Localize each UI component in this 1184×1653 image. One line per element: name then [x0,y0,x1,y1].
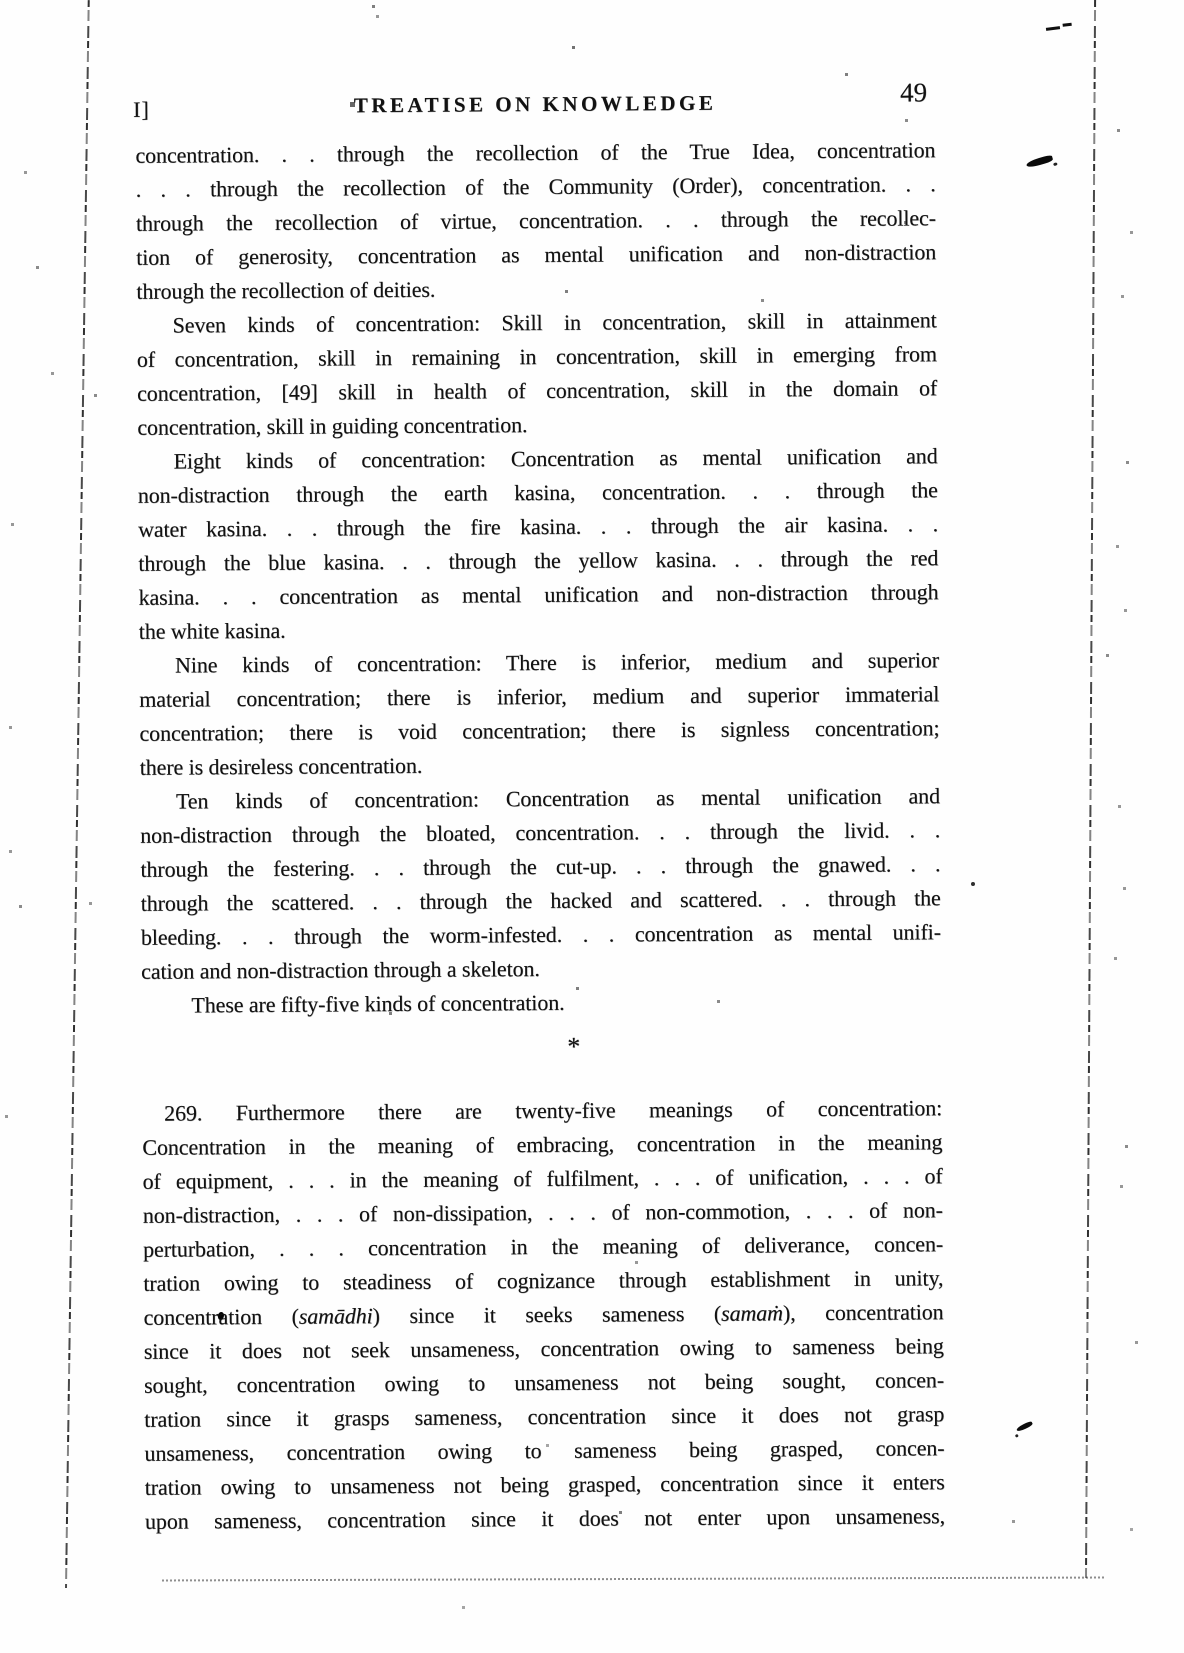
body-line: . . . through the recollection of the Community (Order), concentration. . . [135,171,936,202]
body-line: kasina. . . concentration as mental unification and non-distraction through [138,579,939,610]
page-number: 49 [899,77,928,108]
scan-edge-line-right [1085,0,1096,1578]
body-line: of equipment, . . . in the meaning of fulfilment, . . . of unification, . . . of [142,1163,943,1194]
scan-noise-specks [0,0,1,1]
paragraph [137,303,938,445]
body-line: Seven kinds of concentration: Skill in concentration, skill in attainment [172,307,937,338]
body-line: there is desireless concentration. [139,752,423,780]
body-line: Eight kinds of concentration: Concentration as mental unification and [173,443,938,474]
body-line: cation and non-distraction through a skeleton. [141,956,540,984]
body-line: since it does not seek unsameness, concentration owing to sameness being [143,1333,944,1364]
margin-pen-mark-top [1026,154,1054,168]
body-line: the white kasina. [138,617,286,644]
body-line: tration since it grasps sameness, concentration since it does not grasp [144,1401,945,1432]
body-line: unsameness, concentration owing to sameness being grasped, concen- [144,1435,945,1466]
body-line: tion of generosity, concentration as mental unification and non-distraction [136,239,937,270]
body-line: material concentration; there is inferior, medium and superior immaterial [139,681,940,712]
body-line: through the scattered. . . through the hacked and scattered. . . through the [140,885,941,916]
body-line: of concentration, skill in remaining in concentration, skill in emerging from [136,341,937,372]
body-line: tration owing to unsameness not being grasped, concentration since it enters [144,1469,945,1500]
margin-pen-mark-bottom [1016,1421,1033,1433]
body-line: concentration. . . through the recollection of the True Idea, concentration [135,137,936,168]
body-line: bleeding. . . through the worm-infested. . . concentration as mental unifi- [140,919,941,950]
body-line: sought, concentration owing to unsameness not being sought, concen- [143,1367,945,1398]
paragraph [135,133,936,309]
paragraph [139,643,940,785]
body-line: concentration, skill in guiding concentration. [137,412,528,440]
body-text [135,133,945,1539]
body-line: 269. Furthermore there are twenty-five meanings of concentration: [164,1095,943,1126]
scan-edge-line-left [65,0,90,1588]
body-line: upon sameness, concentration since it does not enter upon unsameness, [144,1503,946,1534]
paragraph [142,1091,945,1539]
page-header [135,77,935,139]
section-before-divider [135,133,941,1023]
body-line: through the festering. . . through the cut-up. . . through the gnawed. . . [140,851,941,882]
paragraph [140,779,941,989]
body-line: concentration; there is void concentration; there is signless concentration; [139,715,940,746]
body-line: concentration, [49] skill in health of concentration, skill in the domain of [137,375,938,406]
body-line: non-distraction through the earth kasina, concentration. . . through the [137,477,938,508]
body-line: through the recollection of deities. [136,276,436,304]
body-line: non-distraction through the bloated, concentration. . . through the livid. . . [140,817,941,848]
section-after-divider [142,1091,945,1539]
scan-dotted-baseline [162,1577,1104,1582]
body-line: non-distraction, . . . of non-dissipation, . . . of non-commotion, . . . of non- [142,1197,943,1228]
paragraph [141,983,941,1023]
body-line: Nine kinds of concentration: There is inferior, medium and superior [174,647,940,678]
part-mark: I] [133,96,150,122]
scan-dash-mark [1046,26,1060,31]
margin-ink-dot [971,882,975,886]
body-line: concentration (samādhi) since it seeks sameness (samaṁ), concentration [143,1299,944,1330]
body-line: tration owing to steadiness of cognizance through establishment in unity, [143,1265,944,1296]
page-content [135,77,945,1539]
body-line: These are fifty-five kinds of concentration. [191,989,565,1018]
body-line: water kasina. . . through the fire kasina. . . through the air kasina. . . [137,511,939,542]
paragraph [137,439,938,649]
body-line: Ten kinds of concentration: Concentration as mental unification and [175,783,941,814]
body-line: through the blue kasina. . . through the yellow kasina. . . through the red [138,545,939,576]
running-title: TREATISE ON KNOWLEDGE [353,90,717,118]
body-line: through the recollection of virtue, concentration. . . through the recollec- [135,205,936,236]
body-line: Concentration in the meaning of embracing, concentration in the meaning [142,1129,943,1160]
section-divider-asterisk: * [567,1031,581,1061]
body-line: perturbation, . . . concentration in the meaning of deliverance, concen- [142,1231,944,1262]
